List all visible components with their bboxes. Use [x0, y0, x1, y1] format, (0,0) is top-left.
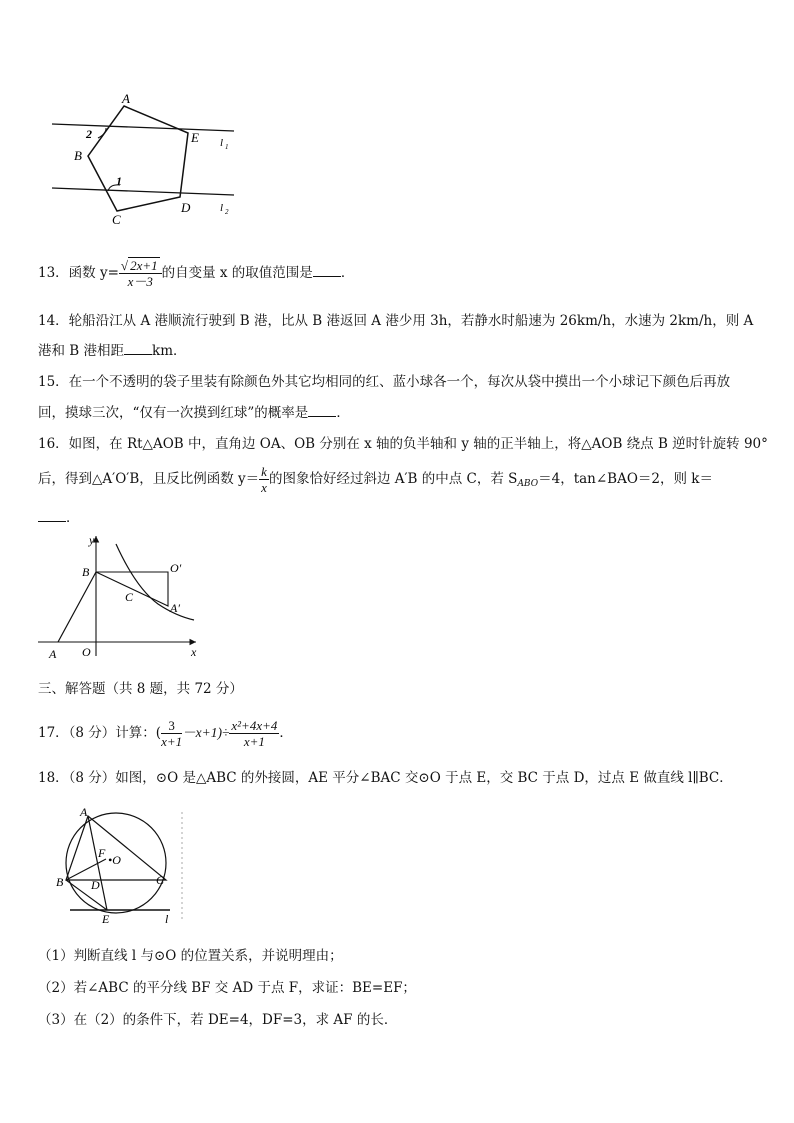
q18-part-2: （2）若∠ABC 的平分线 BF 交 AD 于点 F，求证：BE=EF； — [38, 980, 416, 996]
q16-fraction — [259, 464, 269, 495]
q14-line2-pre: 港和 B 港相距 — [38, 343, 125, 359]
x-axis-label: x — [191, 645, 197, 659]
question-16-line1: 16．如图，在 Rt△AOB 中，直角边 OA、OB 分别在 x 轴的负半轴和 y 轴的正半轴上，将△AOB 绕点 B 逆时针旋转 90° — [38, 436, 768, 452]
q16-subscript: ABO — [517, 479, 539, 489]
q17-pre: 17．（8 分）计算：( — [38, 725, 162, 741]
q13-fraction: $\frac{√ 2x+1}{x-3}$ — [119, 258, 162, 289]
label-a: A — [122, 91, 130, 106]
point-o-label: •O — [108, 853, 121, 867]
line-l1-label: l — [220, 137, 224, 149]
q13-tail: 的自变量 x 的取值范围是 — [161, 265, 313, 281]
point-o-label: O — [82, 645, 91, 659]
q16-coordinate-figure — [36, 530, 206, 665]
point-a-label: A — [49, 647, 57, 661]
label-e: E — [191, 130, 199, 145]
q13-frac-den: x－3 — [127, 274, 153, 289]
q16-frac-den: x — [261, 480, 267, 495]
line-l2-sub: 2 — [225, 208, 229, 216]
q15-line2-post: ． — [336, 405, 350, 421]
line-l1-sub: 1 — [225, 143, 229, 151]
q18-part-3: （3）在（2）的条件下，若 DE=4，DF=3，求 AF 的长． — [38, 1012, 398, 1028]
angle-1-label: 1 — [116, 174, 122, 188]
q13-prefix: 13．函数 y= — [38, 265, 119, 281]
point-c-label: C — [156, 873, 165, 887]
q17-fraction-1 — [161, 718, 182, 749]
q17-f2-den: x+1 — [243, 734, 265, 749]
question-17 — [38, 718, 293, 749]
q16-line3-end: ． — [66, 510, 80, 526]
line-l-label: l — [165, 912, 169, 926]
point-c-label: C — [125, 590, 134, 604]
point-a-label: A — [80, 805, 88, 819]
q18-part-1: （1）判断直线 l 与⊙O 的位置关系，并说明理由； — [38, 948, 343, 964]
pentagon-figure — [40, 88, 250, 228]
q17-end: ． — [279, 725, 293, 741]
q13-end: ． — [340, 265, 355, 281]
question-15-line1: 15．在一个不透明的袋子里装有除颜色外其它均相同的红、蓝小球各一个，每次从袋中摸出一个小球记下颜色后再放 — [38, 374, 731, 390]
label-b: B — [74, 148, 82, 163]
q18-circle-figure — [50, 802, 190, 928]
line-l2-label: l — [220, 202, 224, 214]
q17-mid: －x+1)÷ — [182, 725, 230, 740]
q16-line2-post: ＝4，tan∠BAO＝2，则 k＝ — [538, 471, 713, 487]
point-b-label: B — [82, 565, 90, 579]
question-14-line1: 14．轮船沿江从 A 港顺流行驶到 B 港，比从 B 港返回 A 港少用 3h，若静水时船速为 26km/h，水速为 2km/h，则 A — [38, 313, 754, 329]
point-b-label: B — [56, 875, 64, 889]
question-18-line1: 18．（8 分）如图，⊙O 是△ABC 的外接圆，AE 平分∠BAC 交⊙O 于点 E，交 BC 于点 D，过点 E 做直线 l∥BC． — [38, 770, 733, 786]
question-16-line3 — [38, 508, 80, 528]
label-c: C — [112, 212, 121, 227]
y-axis-label: y — [89, 533, 95, 547]
q16-line2-mid: 的图象恰好经过斜边 A′B 的中点 C，若 S — [268, 471, 518, 487]
point-f-label: F — [98, 846, 106, 860]
question-16-line2 — [38, 464, 713, 495]
q17-fraction-2 — [229, 718, 279, 749]
answer-blank[interactable] — [308, 404, 336, 417]
q14-line2-post: km． — [152, 343, 187, 359]
answer-blank[interactable] — [313, 264, 341, 277]
q16-line2-pre: 后，得到△A′O′B，且反比例函数 y＝ — [38, 471, 260, 487]
angle-2-label: 2 — [86, 127, 92, 141]
q17-f1-num: 3 — [161, 718, 182, 734]
point-d-label: D — [91, 878, 100, 892]
q17-f2-num: x²+4x+4 — [231, 718, 278, 733]
q15-line2-pre: 回，摸球三次，“仅有一次摸到红球”的概率是 — [38, 405, 309, 421]
answer-blank[interactable] — [124, 342, 152, 355]
question-13 — [38, 258, 354, 289]
section-3-heading: 三、解答题（共 8 题，共 72 分） — [38, 681, 243, 697]
q16-frac-num: k — [261, 464, 267, 479]
question-15-line2 — [38, 403, 350, 423]
point-e-label: E — [102, 912, 110, 926]
label-d: D — [181, 200, 191, 215]
point-a1-label: A′ — [170, 601, 180, 615]
point-o1-label: O′ — [170, 561, 182, 575]
answer-blank[interactable] — [38, 509, 66, 522]
q17-f1-den: x+1 — [161, 734, 183, 749]
q13-frac-num: 2x+1 — [130, 258, 158, 273]
question-14-line2 — [38, 341, 187, 361]
